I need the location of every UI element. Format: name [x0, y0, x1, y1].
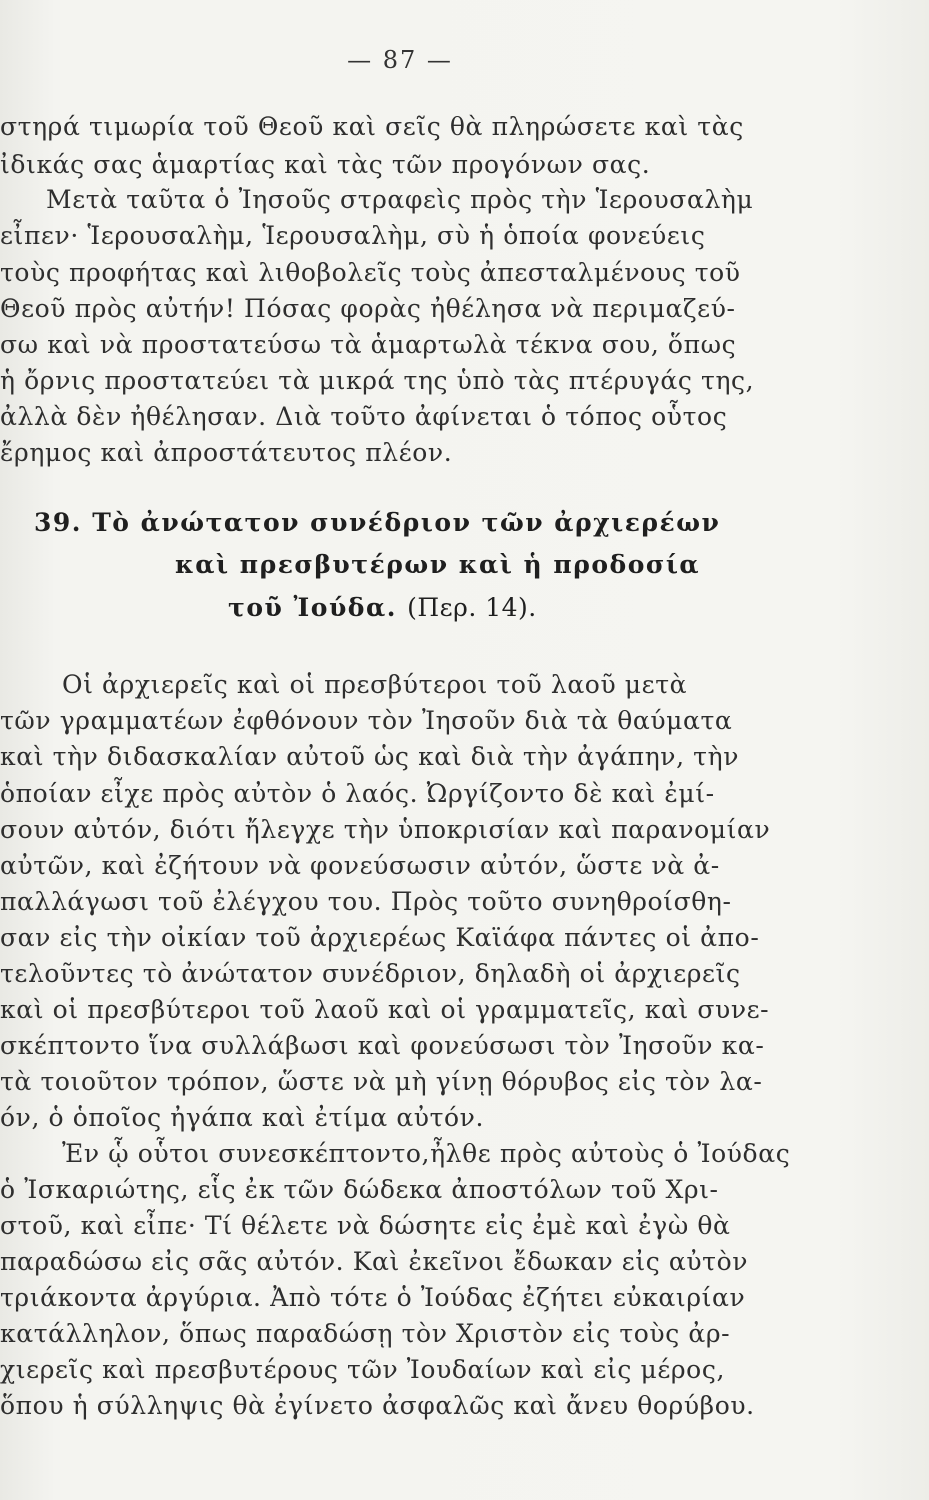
text-line: στοῦ, καὶ εἶπε· Τί θέλετε νὰ δώσητε εἰς ἐμὲ καὶ ἐγὼ θὰ [0, 1211, 731, 1240]
text-line: στηρά τιμωρία τοῦ Θεοῦ καὶ σεῖς θὰ πληρώσετε καὶ τὰς [0, 112, 744, 141]
text-line: ἰδικάς σας ἁμαρτίας καὶ τὰς τῶν προγόνων σας. [0, 150, 651, 179]
text-line: χιερεῖς καὶ πρεσβυτέρους τῶν Ἰουδαίων καὶ εἰς μέρος, [0, 1355, 725, 1384]
text-line: σαν εἰς τὴν οἰκίαν τοῦ ἀρχιερέως Καϊάφα πάντες οἱ ἀπο- [0, 923, 760, 952]
text-line: τριάκοντα ἀργύρια. Ἀπὸ τότε ὁ Ἰούδας ἐζήτει εὐκαιρίαν [0, 1283, 746, 1312]
text-line: καὶ οἱ πρεσβύτεροι τοῦ λαοῦ καὶ οἱ γραμματεῖς, καὶ συνε- [0, 995, 770, 1024]
text-line: Θεοῦ πρὸς αὐτήν! Πόσας φορὰς ἠθέλησα νὰ περιμαζεύ- [0, 294, 736, 323]
text-line: Μετὰ ταῦτα ὁ Ἰησοῦς στραφεὶς πρὸς τὴν Ἱερουσαλὴμ [46, 185, 754, 214]
text-line: ὁ Ἰσκαριώτης, εἷς ἐκ τῶν δώδεκα ἀποστόλων τοῦ Χρι- [0, 1175, 719, 1204]
text-line: όν, ὁ ὁποῖος ἠγάπα καὶ ἐτίμα αὐτόν. [0, 1103, 485, 1132]
text-line: Οἱ ἀρχιερεῖς καὶ οἱ πρεσβύτεροι τοῦ λαοῦ μετὰ [62, 670, 688, 699]
text-line: ὁποίαν εἶχε πρὸς αὐτὸν ὁ λαός. Ὠργίζοντο δὲ καὶ ἐμί- [0, 779, 715, 808]
text-line: τοὺς προφήτας καὶ λιθοβολεῖς τοὺς ἀπεσταλμένους τοῦ [0, 258, 741, 287]
text-line: παραδώσω εἰς σᾶς αὐτόν. Καὶ ἐκεῖνοι ἔδωκαν εἰς αὐτὸν [0, 1247, 749, 1276]
section-reference: (Περ. 14). [407, 593, 537, 622]
text-line: σω καὶ νὰ προστατεύσω τὰ ἁμαρτωλὰ τέκνα σου, ὅπως [0, 330, 737, 359]
text-line: ἔρημος καὶ ἀπροστάτευτος πλέον. [0, 438, 453, 467]
text-line: κατάλληλον, ὅπως παραδώσῃ τὸν Χριστὸν εἰς τοὺς ἀρ- [0, 1319, 731, 1348]
text-line: τῶν γραμματέων ἐφθόνουν τὸν Ἰησοῦν διὰ τὰ θαύματα [0, 706, 733, 735]
text-line: Ἐν ᾧ οὗτοι συνεσκέπτοντο,ἦλθε πρὸς αὐτοὺς ὁ Ἰούδας [62, 1139, 791, 1168]
text-line: σουν αὐτόν, διότι ἤλεγχε τὴν ὑποκρισίαν καὶ παρανομίαν [0, 815, 771, 844]
text-line: καὶ τὴν διδασκαλίαν αὐτοῦ ὡς καὶ διὰ τὴν ἀγάπην, τὴν [0, 742, 739, 771]
section-heading-line-3 [228, 593, 537, 622]
section-heading-line-2: καὶ πρεσβυτέρων καὶ ἡ προδοσία [175, 550, 701, 579]
section-heading-title-end: τοῦ Ἰούδα. [228, 593, 397, 622]
text-line: σκέπτοντο ἵνα συλλάβωσι καὶ φονεύσωσι τὸν Ἰησοῦν κα- [0, 1031, 765, 1060]
text-line: τὰ τοιοῦτον τρόπον, ὥστε νὰ μὴ γίνῃ θόρυβος εἰς τὸν λα- [0, 1067, 763, 1096]
section-heading-line-1: 39. Τὸ ἀνώτατον συνέδριον τῶν ἀρχιερέων [34, 508, 721, 537]
text-line: παλλάγωσι τοῦ ἐλέγχου του. Πρὸς τοῦτο συνηθροίσθη- [0, 887, 732, 916]
text-line: ὅπου ἡ σύλληψις θὰ ἐγίνετο ἀσφαλῶς καὶ ἄνευ θορύβου. [0, 1391, 755, 1420]
text-line: ἀλλὰ δὲν ἠθέλησαν. Διὰ τοῦτο ἀφίνεται ὁ τόπος οὗτος [0, 402, 728, 431]
text-line: εἶπεν· Ἱερουσαλὴμ, Ἱερουσαλὴμ, σὺ ἡ ὁποία φονεύεις [0, 221, 706, 250]
text-line: αὐτῶν, καὶ ἐζήτουν νὰ φονεύσωσιν αὐτόν, ὥστε νὰ ἀ- [0, 851, 720, 880]
text-line: τελοῦντες τὸ ἀνώτατον συνέδριον, δηλαδὴ οἱ ἀρχιερεῖς [0, 959, 741, 988]
page-number: — 87 — [347, 46, 453, 74]
text-line: ἡ ὄρνις προστατεύει τὰ μικρά της ὑπὸ τὰς πτέρυγάς της, [0, 366, 755, 395]
